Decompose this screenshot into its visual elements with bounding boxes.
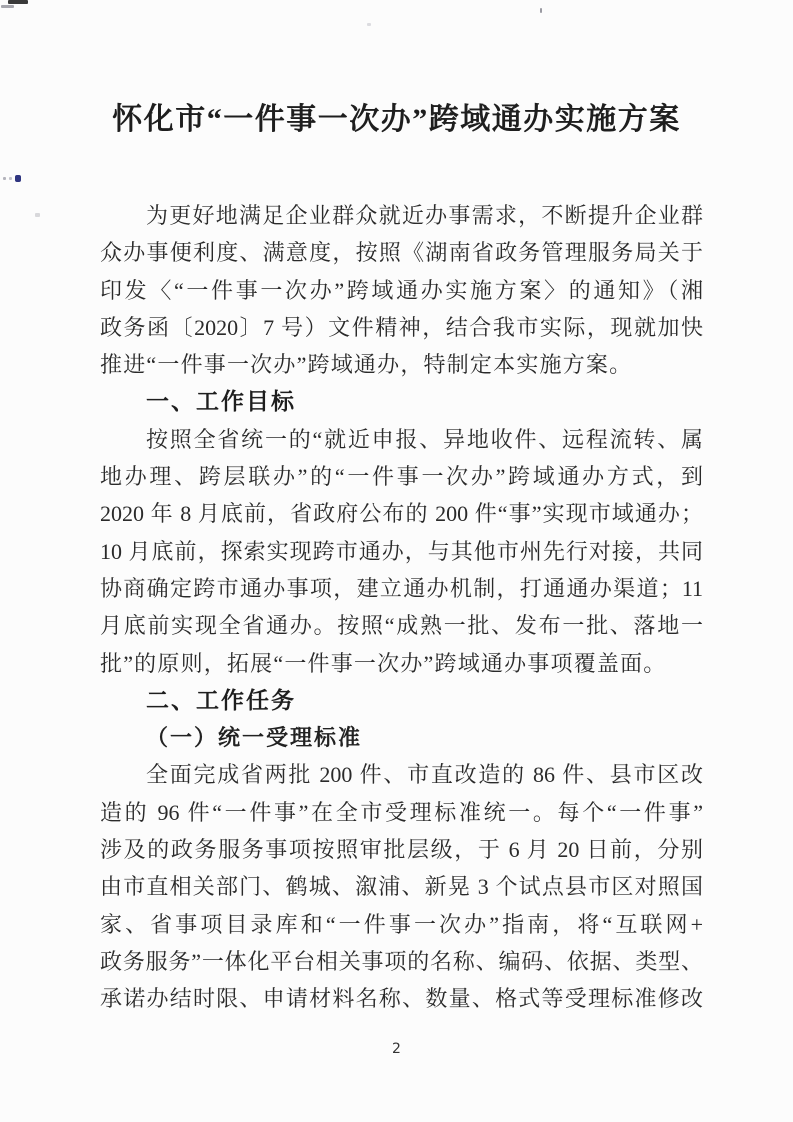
document-line: 众办事便利度、满意度，按照《湖南省政务管理服务局关于 [100, 240, 703, 266]
document-line: 由市直相关部门、鹤城、溆浦、新晃 3 个试点县市区对照国 [100, 874, 703, 900]
document-line: 家、省事项目录库和“一件事一次办”指南，将“互联网+ [100, 911, 703, 937]
document-line: 政务函〔2020〕7 号）文件精神，结合我市实际，现就加快 [100, 314, 703, 340]
document-line: 印发〈“一件事一次办”跨域通办实施方案〉的通知》（湘 [100, 277, 703, 303]
scan-artifact-corner-smudge [1, 5, 14, 8]
document-line: 月底前实现全省通办。按照“成熟一批、发布一批、落地一 [100, 613, 703, 639]
document-line: 承诺办结时限、申请材料名称、数量、格式等受理标准修改 [100, 986, 703, 1012]
scan-artifact-speck [3, 177, 6, 180]
document-line: 为更好地满足企业群众就近办事需求，不断提升企业群 [146, 203, 703, 228]
subsection-heading: （一）统一受理标准 [146, 725, 363, 751]
scan-artifact-speck [9, 177, 12, 180]
document-body [100, 197, 703, 1018]
document-line: 涉及的政务服务事项按照审批层级，于 6 月 20 日前，分别 [100, 837, 703, 863]
section-heading: 二、工作任务 [146, 686, 296, 713]
page-number: 2 [392, 1041, 401, 1057]
document-line: 全面完成省两批 200 件、市直改造的 86 件、县市区改 [146, 762, 703, 788]
document-line: 批”的原则，拓展“一件事一次办”跨域通办事项覆盖面。 [100, 650, 667, 676]
scan-artifact-speck [540, 8, 542, 13]
scan-artifact-pen-dot [15, 175, 21, 182]
section-heading: 一、工作目标 [146, 388, 296, 415]
document-line: 造的 96 件“一件事”在全市受理标准统一。每个“一件事” [100, 799, 703, 825]
document-line: 政务服务”一体化平台相关事项的名称、编码、依据、类型、 [100, 948, 703, 974]
document-line: 地办理、跨层联办”的“一件事一次办”跨域通办方式，到 [100, 464, 703, 490]
scan-artifact-corner-smudge [8, 0, 28, 4]
document-line: 推进“一件事一次办”跨域通办，特制定本实施方案。 [100, 352, 633, 378]
scan-artifact-speck [367, 23, 371, 26]
document-line: 2020 年 8 月底前，省政府公布的 200 件“事”实现市域通办； [100, 501, 703, 527]
scan-artifact-speck [35, 213, 40, 217]
document-title: 怀化市“一件事一次办”跨域通办实施方案 [112, 103, 681, 136]
document-line: 10 月底前，探索实现跨市通办，与其他市州先行对接，共同 [100, 538, 703, 564]
document-line: 按照全省统一的“就近申报、异地收件、远程流转、属 [146, 426, 703, 452]
document-line: 协商确定跨市通办事项，建立通办机制，打通通办渠道；11 [100, 575, 703, 601]
